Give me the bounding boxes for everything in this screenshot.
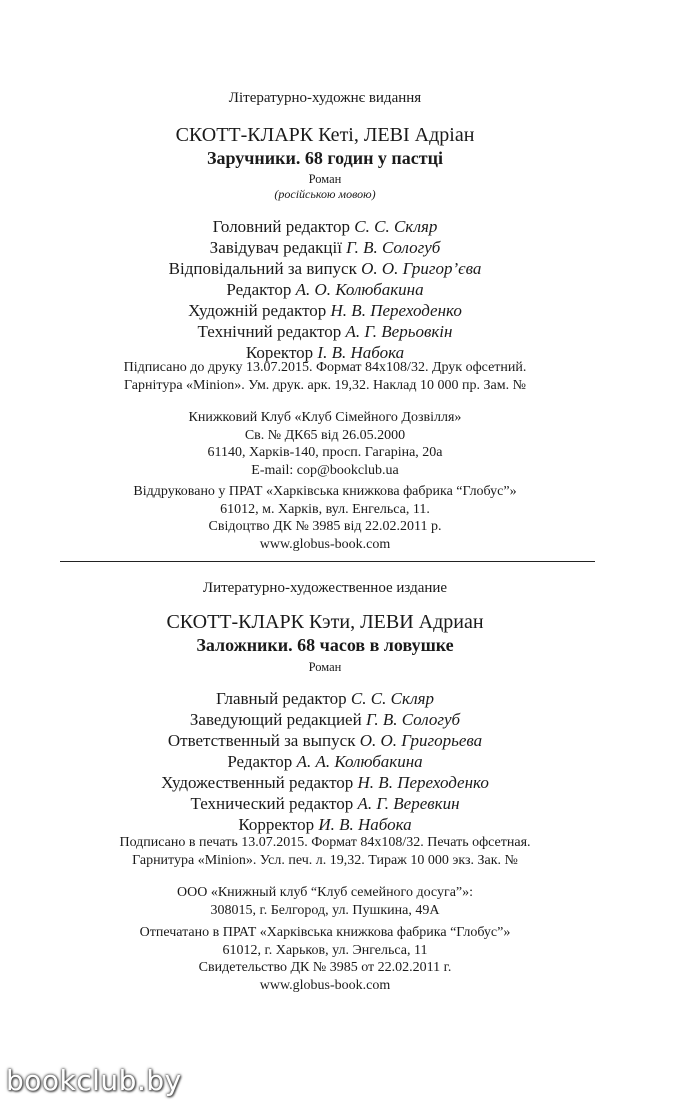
staff-role: Корректор <box>238 815 315 834</box>
ru-genre: Литературно-художественное издание <box>202 580 448 596</box>
staff-role: Коректор <box>245 343 314 362</box>
staff-role: Заведующий редакцией <box>189 710 362 729</box>
staff-role: Главный редактор <box>215 689 347 708</box>
staff-name: І. В. Набока <box>317 343 405 362</box>
print-info-line: Гарнитура «Minion». Усл. печ. л. 19,32. Тираж 10 000 экз. Зак. № <box>132 852 518 868</box>
staff-role: Ответственный за выпуск <box>167 731 356 750</box>
staff-role: Художній редактор <box>188 301 327 320</box>
staff-line <box>0 772 650 793</box>
staff-name: О. О. Григор’єва <box>361 259 482 278</box>
ua-language-note: (російською мовою) <box>274 187 376 201</box>
printer-line: 61012, г. Харьков, ул. Энгельса, 11 <box>222 942 428 958</box>
staff-line <box>0 237 650 258</box>
staff-line <box>0 814 650 835</box>
ru-printer-info <box>0 924 650 994</box>
ua-authors: СКОТТ-КЛАРК Кеті, ЛЕВІ Адріан <box>175 124 475 146</box>
publisher-line: ООО «Книжный клуб “Клуб семейного досуга”»: <box>176 885 474 900</box>
ua-title: Заручники. 68 годин у пастці <box>206 148 444 168</box>
ru-subtitle: Роман <box>308 660 342 674</box>
staff-name: С. С. Скляр <box>354 217 438 236</box>
staff-name: Г. В. Сологуб <box>346 238 441 257</box>
publisher-line: Книжковий Клуб «Клуб Сімейного Дозвілля» <box>188 410 462 425</box>
printer-line: Отпечатано в ПРАТ «Харківська книжкова фабрика “Глобус”» <box>139 925 511 940</box>
staff-line <box>0 300 650 321</box>
publisher-line: Св. № ДК65 від 26.05.2000 <box>244 427 406 443</box>
ua-subtitle: Роман <box>308 172 342 186</box>
staff-role: Редактор <box>227 752 293 771</box>
print-info-line: Гарнітура «Minion». Ум. друк. арк. 19,32. Наклад 10 000 пр. Зам. № <box>124 377 526 393</box>
printer-line: www.globus-book.com <box>259 536 391 552</box>
staff-line <box>0 216 650 237</box>
ru-publisher-info <box>0 884 650 919</box>
staff-role: Технічний редактор <box>197 322 342 341</box>
site-watermark: bookclub.by <box>6 1064 182 1097</box>
publisher-line: 61140, Харків-140, просп. Гагаріна, 20а <box>207 445 443 460</box>
printer-line: Свідоцтво ДК № 3985 від 22.02.2011 р. <box>208 519 442 534</box>
staff-name: А. О. Колюбакина <box>295 280 424 299</box>
staff-name: С. С. Скляр <box>350 689 435 708</box>
ru-authors: СКОТТ-КЛАРК Кэти, ЛЕВИ Адриан <box>166 611 484 633</box>
staff-role: Технический редактор <box>190 794 354 813</box>
ru-staff-list <box>0 688 650 835</box>
printer-line: 61012, м. Харків, вул. Енгельса, 11. <box>220 501 430 517</box>
staff-role: Відповідальний за випуск <box>168 259 357 278</box>
staff-role: Головний редактор <box>212 217 351 236</box>
staff-line <box>0 751 650 772</box>
printer-line: Свидетельство ДК № 3985 от 22.02.2011 г. <box>198 960 452 975</box>
ru-print-info <box>0 834 650 869</box>
ua-publisher-info <box>0 409 650 479</box>
staff-name: И. В. Набока <box>318 815 412 834</box>
publisher-line: 308015, г. Белгород, ул. Пушкина, 49А <box>210 902 440 918</box>
staff-name: Г. В. Сологуб <box>365 710 461 729</box>
ua-genre: Літературно-художнє видання <box>228 90 422 106</box>
staff-role: Художественный редактор <box>161 773 354 792</box>
staff-role: Редактор <box>226 280 292 299</box>
staff-line <box>0 321 650 342</box>
ua-staff-list <box>0 216 650 363</box>
section-divider <box>60 561 595 562</box>
publisher-line: E-mail: cop@bookclub.ua <box>251 462 399 478</box>
staff-line <box>0 279 650 300</box>
staff-line <box>0 688 650 709</box>
staff-role: Завідувач редакції <box>209 238 342 257</box>
staff-name: Н. В. Переходенко <box>330 301 462 320</box>
staff-name: А. А. Колюбакина <box>296 752 423 771</box>
staff-name: А. Г. Веревкин <box>357 794 460 813</box>
staff-line <box>0 258 650 279</box>
staff-name: Н. В. Переходенко <box>357 773 489 792</box>
ua-printer-info <box>0 483 650 553</box>
ru-title: Заложники. 68 часов в ловушке <box>196 635 454 655</box>
printer-line: Віддруковано у ПРАТ «Харківська книжкова фабрика “Глобус”» <box>133 484 517 499</box>
staff-line <box>0 709 650 730</box>
staff-name: А. Г. Верьовкін <box>345 322 453 341</box>
staff-line <box>0 793 650 814</box>
print-info-line: Подписано в печать 13.07.2015. Формат 84х108/32. Печать офсетная. <box>119 835 531 850</box>
staff-name: О. О. Григорьева <box>359 731 483 750</box>
printer-line: www.globus-book.com <box>259 977 391 993</box>
print-info-line: Підписано до друку 13.07.2015. Формат 84х108/32. Друк офсетний. <box>123 360 527 375</box>
staff-line <box>0 730 650 751</box>
ua-print-info <box>0 359 650 394</box>
